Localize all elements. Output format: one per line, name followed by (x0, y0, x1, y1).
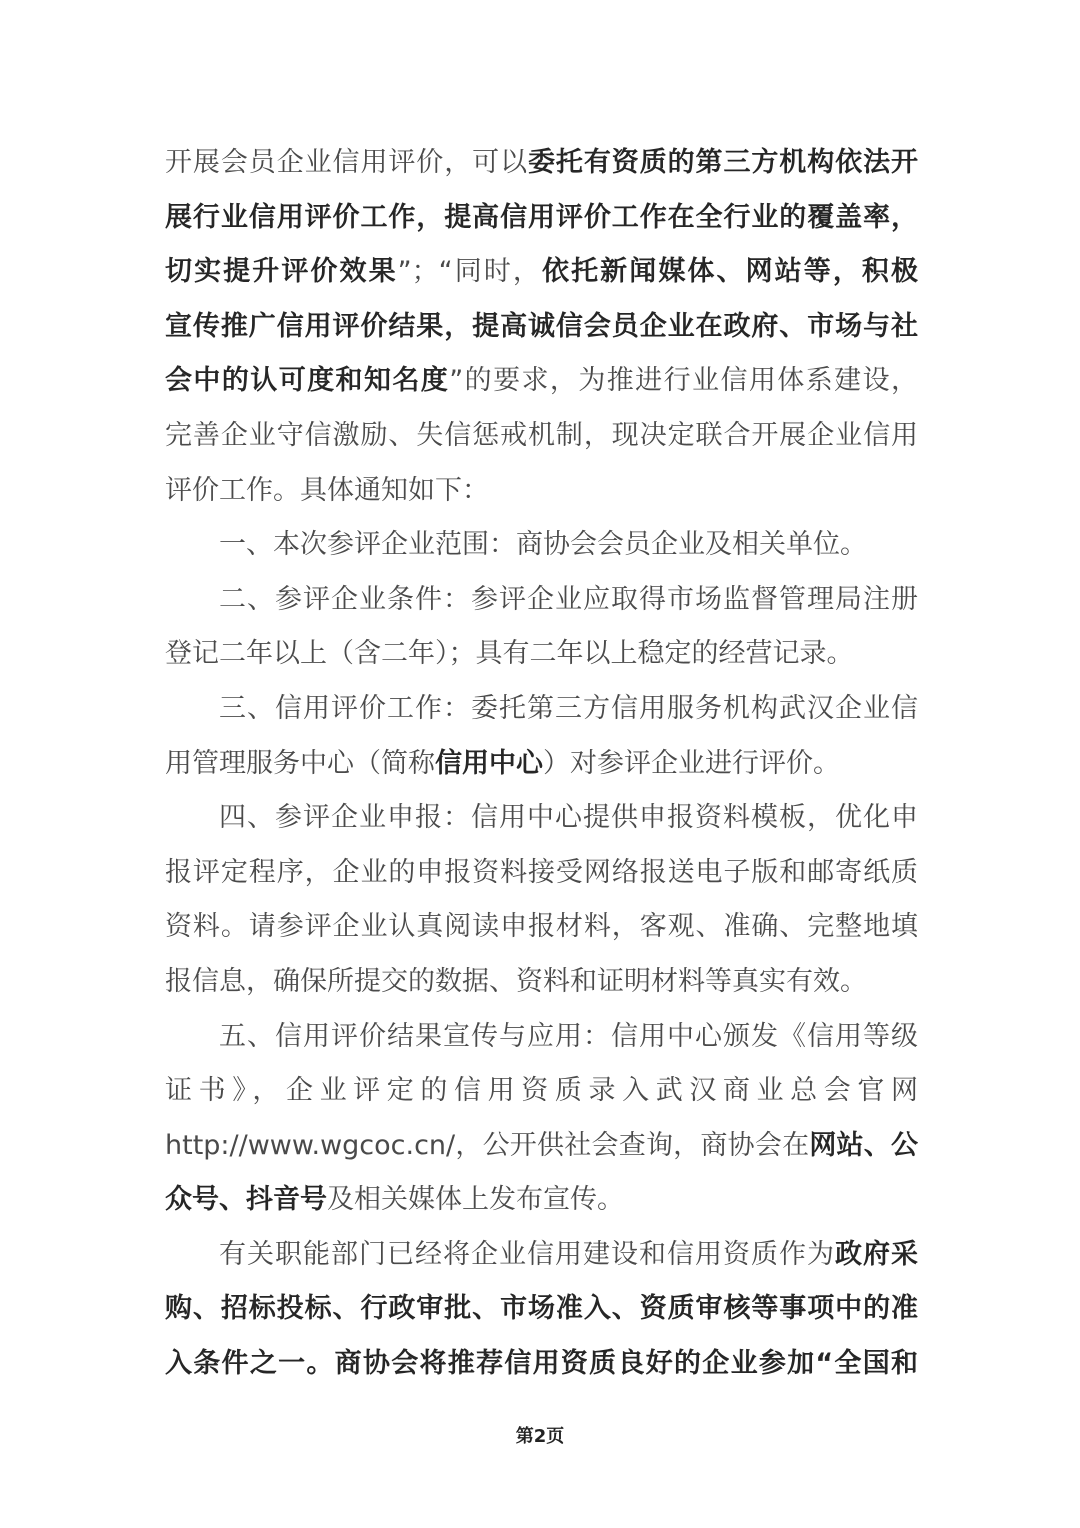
text-segment: 有关职能部门已经将企业信用建设和信用资质作为 (219, 1238, 835, 1270)
text-line (165, 955, 918, 1010)
text-segment: ”；“同时， (397, 256, 542, 288)
paragraph (165, 682, 918, 791)
text-line (165, 136, 918, 191)
text-segment: 证书》，企业评定的信用资质录入武汉商业总会官网 (165, 1075, 918, 1107)
text-line (165, 1228, 918, 1283)
text-segment: 报信息，确保所提交的数据、资料和证明材料等真实有效。 (165, 965, 867, 997)
bold-text: 委托有资质的第三方机构依法开 (528, 147, 918, 178)
page-number: 第2页 (515, 1426, 565, 1447)
text-line (165, 900, 918, 955)
text-segment: ”的要求，为推进行业信用体系建设， (449, 365, 918, 397)
text-line (165, 737, 918, 792)
text-line (165, 627, 918, 682)
paragraph (165, 1228, 918, 1392)
text-line (165, 464, 918, 519)
text-segment: 开展会员企业信用评价，可以 (165, 147, 528, 178)
bold-text: 会中的认可度和知名度 (165, 365, 450, 397)
bold-text: 切实提升评价效果 (165, 256, 398, 288)
text-segment: 资料。请参评企业认真阅读申报材料，客观、准确、完整地填 (165, 911, 918, 943)
text-segment: 报评定程序，企业的申报资料接受网络报送电子版和邮寄纸质 (165, 856, 918, 888)
text-segment: 二、参评企业条件：参评企业应取得市场监督管理局注册 (219, 583, 918, 615)
document-body (165, 136, 918, 1392)
paragraph (165, 791, 918, 1009)
text-line (165, 846, 918, 901)
text-segment: 登记二年以上（含二年）；具有二年以上稳定的经营记录。 (165, 638, 854, 670)
text-line (165, 300, 918, 355)
text-line (165, 1282, 918, 1337)
text-line (165, 791, 918, 846)
bold-text: 宣传推广信用评价结果，提高诚信会员企业在政府、市场与社 (165, 310, 918, 342)
text-line (165, 245, 918, 300)
text-segment: http://www.wgcoc.cn/，公开供社会查询，商协会在 (165, 1129, 810, 1161)
bold-text: 展行业信用评价工作，提高信用评价工作在全行业的覆盖率， (165, 201, 918, 233)
text-line (165, 1064, 918, 1119)
text-segment: 用管理服务中心（简称 (165, 747, 435, 779)
text-segment: 五、信用评价结果宣传与应用：信用中心颁发《信用等级 (219, 1020, 918, 1052)
text-segment: 三、信用评价工作：委托第三方信用服务机构武汉企业信 (219, 692, 918, 724)
bold-text: 入条件之一。商协会将推荐信用资质良好的企业参加“全国和 (165, 1348, 918, 1380)
bold-text: 信用中心 (435, 747, 543, 779)
text-line (165, 354, 918, 409)
bold-text: 网站、公 (809, 1129, 918, 1161)
bold-text: 购、招标投标、行政审批、市场准入、资质审核等事项中的准 (165, 1293, 918, 1325)
text-line (165, 518, 918, 573)
text-line (165, 1119, 918, 1174)
text-line (165, 409, 918, 464)
text-segment: 完善企业守信激励、失信惩戒机制，现决定联合开展企业信用 (165, 419, 918, 451)
bold-text: 众号、抖音号 (165, 1184, 327, 1216)
text-segment: 评价工作。具体通知如下： (165, 474, 489, 506)
paragraph (165, 573, 918, 682)
bold-text: 政府采 (835, 1238, 918, 1270)
text-line (165, 573, 918, 628)
paragraph (165, 1010, 918, 1228)
text-line (165, 682, 918, 737)
text-segment: ）对参评企业进行评价。 (543, 747, 840, 779)
text-line (165, 1337, 918, 1392)
text-segment: 一、本次参评企业范围：商协会会员企业及相关单位。 (219, 529, 867, 561)
text-segment: 及相关媒体上发布宣传。 (327, 1184, 624, 1216)
text-line (165, 191, 918, 246)
bold-text: 依托新闻媒体、网站等，积极 (541, 256, 918, 288)
paragraph (165, 518, 918, 573)
text-line (165, 1010, 918, 1065)
text-line (165, 1173, 918, 1228)
paragraph (165, 136, 918, 518)
text-segment: 四、参评企业申报：信用中心提供申报资料模板，优化申 (219, 802, 918, 834)
